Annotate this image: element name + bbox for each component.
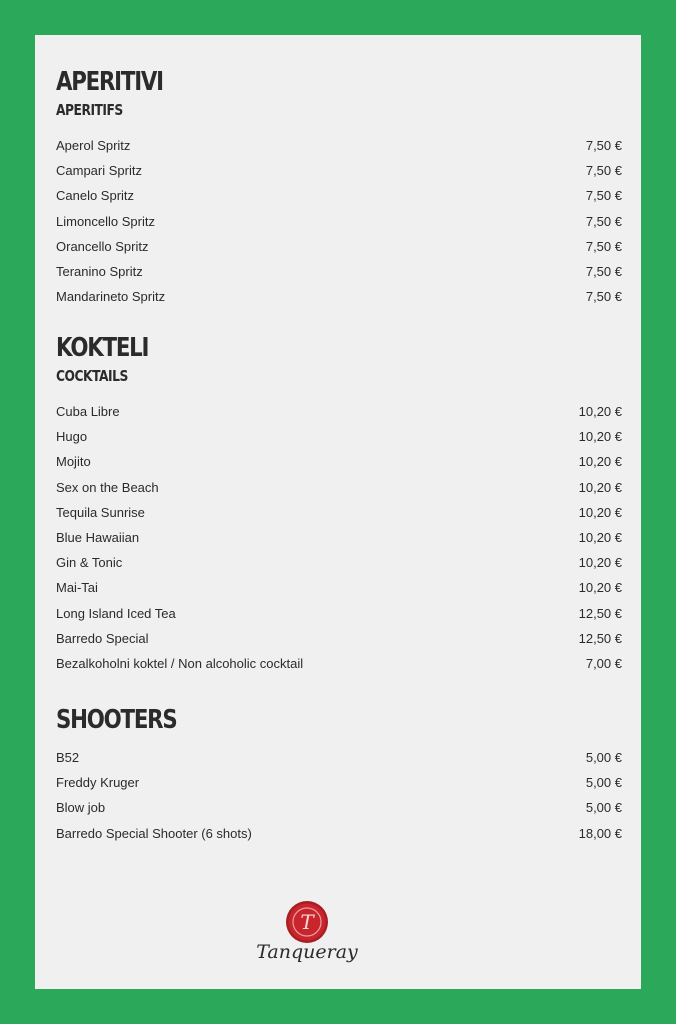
menu-item (56, 745, 630, 770)
section-aperitivi (56, 67, 630, 309)
menu-list (56, 133, 630, 309)
item-price: 10,20 € (578, 555, 622, 571)
item-price: 5,00 € (585, 800, 622, 816)
item-name: Blue Hawaiian (56, 530, 140, 546)
section-title: APERITIVI (56, 67, 163, 97)
menu-item (56, 133, 630, 158)
menu-item (56, 770, 630, 795)
item-price: 10,20 € (578, 454, 622, 470)
item-name: Barredo Special Shooter (6 shots) (56, 825, 252, 841)
item-price: 7,50 € (585, 213, 622, 229)
item-price: 5,00 € (585, 750, 622, 766)
section-kokteli (56, 333, 630, 676)
tanqueray-seal-icon (286, 901, 328, 943)
item-price: 10,20 € (578, 429, 622, 445)
section-subtitle: APERITIFS (56, 101, 123, 119)
item-name: Teranino Spritz (56, 264, 143, 280)
tanqueray-logo (252, 898, 362, 968)
item-name: Orancello Spritz (56, 238, 149, 254)
menu-list (56, 399, 630, 676)
menu-item (56, 259, 630, 284)
section-title: KOKTELI (56, 333, 149, 363)
brand-wordmark: Tanqueray (256, 941, 358, 963)
menu-item (56, 449, 630, 474)
item-price: 7,50 € (585, 163, 622, 179)
item-price: 5,00 € (585, 775, 622, 791)
item-price: 10,20 € (578, 479, 622, 495)
menu-card (35, 35, 641, 989)
menu-item (56, 424, 630, 449)
item-name: Aperol Spritz (56, 138, 131, 154)
menu-item (56, 209, 630, 234)
menu-list (56, 745, 630, 846)
menu-item (56, 158, 630, 183)
menu-item (56, 399, 630, 424)
item-name: Mandarineto Spritz (56, 289, 166, 305)
menu-item (56, 234, 630, 259)
item-name: B52 (56, 750, 80, 766)
menu-item (56, 475, 630, 500)
menu-item (56, 525, 630, 550)
menu-item (56, 550, 630, 575)
item-price: 7,50 € (585, 238, 622, 254)
item-name: Hugo (56, 429, 88, 445)
item-name: Limoncello Spritz (56, 213, 155, 229)
menu-item (56, 821, 630, 846)
svg-text:T: T (300, 910, 314, 934)
item-price: 10,20 € (578, 504, 622, 520)
menu-item (56, 651, 630, 676)
item-price: 7,50 € (585, 188, 622, 204)
item-price: 7,00 € (585, 655, 622, 671)
item-name: Blow job (56, 800, 106, 816)
menu-item (56, 284, 630, 309)
item-name: Bezalkoholni koktel / Non alcoholic cocktail (56, 655, 304, 671)
item-name: Cuba Libre (56, 404, 120, 420)
item-name: Mai-Tai (56, 580, 98, 596)
item-name: Sex on the Beach (56, 479, 159, 495)
menu-item (56, 795, 630, 820)
menu-item (56, 626, 630, 651)
item-price: 10,20 € (578, 404, 622, 420)
item-name: Mojito (56, 454, 91, 470)
item-price: 12,50 € (578, 605, 622, 621)
item-name: Barredo Special (56, 630, 149, 646)
item-name: Long Island Iced Tea (56, 605, 176, 621)
item-price: 10,20 € (578, 580, 622, 596)
item-price: 12,50 € (578, 630, 622, 646)
item-name: Freddy Kruger (56, 775, 140, 791)
item-price: 7,50 € (585, 264, 622, 280)
menu-item (56, 601, 630, 626)
item-name: Gin & Tonic (56, 555, 123, 571)
menu-item (56, 575, 630, 600)
item-price: 10,20 € (578, 530, 622, 546)
item-price: 7,50 € (585, 138, 622, 154)
section-shooters (56, 705, 630, 846)
item-price: 18,00 € (578, 825, 622, 841)
menu-item (56, 183, 630, 208)
item-name: Campari Spritz (56, 163, 142, 179)
section-title: SHOOTERS (56, 705, 177, 735)
section-subtitle: COCKTAILS (56, 367, 128, 385)
item-name: Canelo Spritz (56, 188, 135, 204)
item-price: 7,50 € (585, 289, 622, 305)
item-name: Tequila Sunrise (56, 504, 145, 520)
menu-item (56, 500, 630, 525)
